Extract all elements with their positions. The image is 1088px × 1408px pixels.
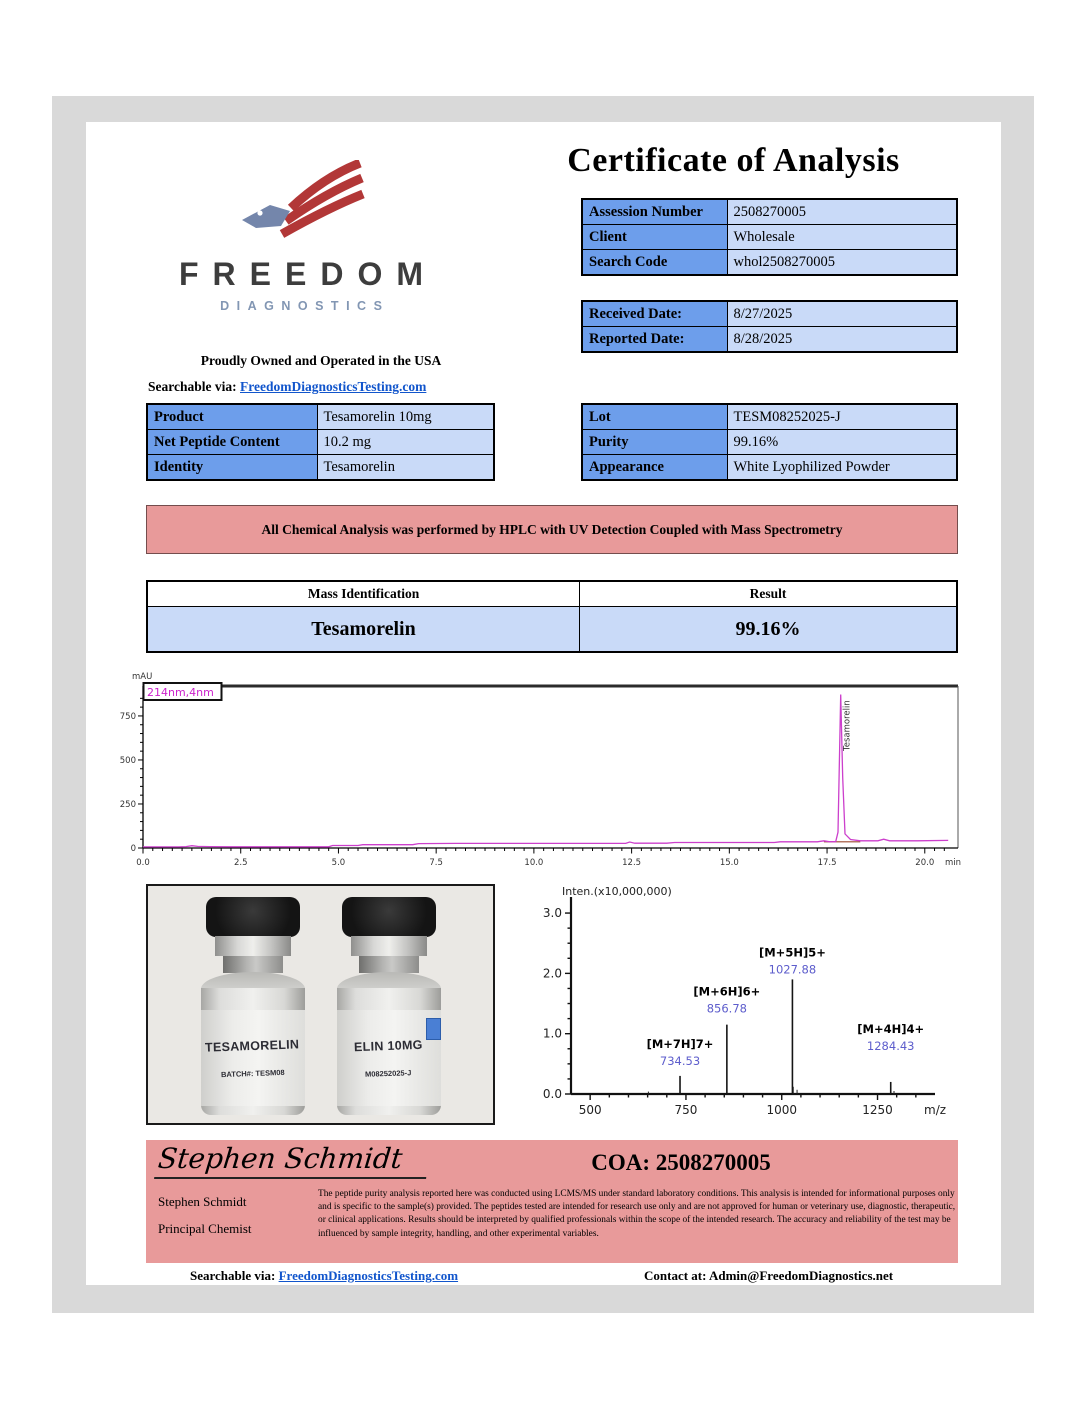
svg-text:856.78: 856.78 <box>706 1001 747 1016</box>
searchable-link-top[interactable]: FreedomDiagnosticsTesting.com <box>240 379 427 394</box>
vial-cap <box>206 897 300 937</box>
svg-text:Inten.(x10,000,000): Inten.(x10,000,000) <box>562 885 672 898</box>
chemist-signature: Stephen Schmidt <box>154 1142 430 1179</box>
logo-brand-text: FREEDOM <box>179 256 437 292</box>
accession-info-table <box>581 198 958 276</box>
product-table <box>146 403 495 481</box>
table-row <box>147 607 957 653</box>
svg-text:[M+7H]7+: [M+7H]7+ <box>646 1036 714 1051</box>
lot-table <box>581 403 958 481</box>
vial-shoulder <box>337 972 441 989</box>
vial-back <box>325 897 453 1115</box>
svg-text:500: 500 <box>578 1103 602 1117</box>
column-header: Mass Identification <box>147 581 580 607</box>
vial-label-name: ELIN 10MG <box>353 1037 424 1054</box>
svg-text:0: 0 <box>130 844 136 854</box>
svg-text:[M+6H]6+: [M+6H]6+ <box>693 984 761 999</box>
vial-cap <box>342 897 436 937</box>
cell-value: TESM08252025-J <box>727 404 957 430</box>
svg-text:5.0: 5.0 <box>331 858 346 868</box>
table-row <box>582 404 957 430</box>
table-row <box>582 199 957 225</box>
cell-value: 8/27/2025 <box>727 301 957 327</box>
footer-searchable-prefix: Searchable via: <box>190 1268 276 1283</box>
footer-contact: Contact at: Admin@FreedomDiagnostics.net <box>644 1268 894 1283</box>
cell-value: 99.16% <box>580 607 957 653</box>
cell-value: whol2508270005 <box>727 250 957 276</box>
svg-text:1027.88: 1027.88 <box>768 962 817 977</box>
svg-text:10.0: 10.0 <box>524 858 544 868</box>
cell-label: Client <box>582 225 727 250</box>
svg-text:2.5: 2.5 <box>233 858 248 868</box>
vial-crimp <box>215 936 291 956</box>
vial-blue-sticker <box>426 1018 441 1040</box>
mass-identification-table <box>146 580 958 653</box>
logo-subbrand-text: DIAGNOSTICS <box>220 299 390 313</box>
svg-text:750: 750 <box>119 711 136 722</box>
svg-text:734.53: 734.53 <box>659 1053 701 1068</box>
product-vials-photo <box>146 884 495 1125</box>
signature-section <box>146 1140 958 1263</box>
cell-label: Lot <box>582 404 727 430</box>
cell-label: Appearance <box>582 455 727 481</box>
svg-text:7.5: 7.5 <box>429 858 443 868</box>
svg-text:1250: 1250 <box>862 1103 893 1117</box>
vial-body <box>337 988 441 1115</box>
svg-text:214nm,4nm: 214nm,4nm <box>147 686 214 699</box>
table-row <box>147 430 494 455</box>
cell-value: White Lyophilized Powder <box>727 455 957 481</box>
cell-value: Tesamorelin <box>147 607 580 653</box>
table-row <box>582 455 957 481</box>
vial-label-name: TESAMORELIN <box>205 1036 300 1055</box>
cell-value: 8/28/2025 <box>727 327 957 353</box>
cell-label: Reported Date: <box>582 327 727 353</box>
usa-tagline: Proudly Owned and Operated in the USA <box>200 353 442 368</box>
cell-label: Search Code <box>582 250 727 276</box>
cell-value: 2508270005 <box>727 199 957 225</box>
svg-text:1000: 1000 <box>766 1103 798 1117</box>
searchable-line-top <box>148 379 426 395</box>
vial-label <box>201 1010 305 1106</box>
svg-text:0.0: 0.0 <box>136 858 150 868</box>
page-title: Certificate of Analysis <box>567 142 900 179</box>
svg-text:3.0: 3.0 <box>542 906 562 921</box>
svg-text:20.0: 20.0 <box>915 858 935 868</box>
chemist-role: Principal Chemist <box>158 1221 252 1236</box>
vial-neck <box>223 956 283 973</box>
svg-text:Tesamorelin: Tesamorelin <box>842 700 853 751</box>
cell-label: Identity <box>147 455 317 481</box>
cell-label: Product <box>147 404 317 430</box>
dates-table <box>581 300 958 353</box>
vial-crimp <box>351 936 427 956</box>
cell-label: Net Peptide Content <box>147 430 317 455</box>
svg-text:[M+5H]5+: [M+5H]5+ <box>758 945 826 960</box>
table-row <box>582 327 957 353</box>
svg-text:750: 750 <box>674 1103 698 1117</box>
vial-label-batch: M08252025-J <box>365 1067 412 1079</box>
searchable-prefix: Searchable via: <box>148 379 237 394</box>
svg-text:min: min <box>945 858 962 868</box>
vial-label-batch: BATCH#: TESM08 <box>220 1067 285 1079</box>
column-header: Result <box>580 581 957 607</box>
analysis-method-banner: All Chemical Analysis was performed by HPLC with UV Detection Coupled with Mass Spectrometry <box>146 505 958 554</box>
svg-text:500: 500 <box>119 755 136 766</box>
svg-text:1.0: 1.0 <box>542 1026 562 1041</box>
vial-body <box>201 988 305 1115</box>
svg-text:m/z: m/z <box>924 1103 947 1117</box>
svg-text:2.0: 2.0 <box>542 966 562 981</box>
footer-searchable-line <box>190 1268 458 1284</box>
table-row <box>582 250 957 276</box>
svg-text:17.5: 17.5 <box>817 858 837 868</box>
svg-text:15.0: 15.0 <box>719 858 739 868</box>
cell-value: 99.16% <box>727 430 957 455</box>
cell-value: 10.2 mg <box>317 430 494 455</box>
mass-spectrum-chart <box>526 885 976 1135</box>
table-header-row <box>147 581 957 607</box>
disclaimer-text: The peptide purity analysis reported here was conducted using LCMS/MS under standard laboratory conditions. This analysis is intended for informational purposes only and is specific to the sample(s) provided. The peptides tested are intended for research use only and are not approved for human or veterinary use, diagnostic, therapeutic, or clinical applications. Results should be interpreted by qualified professionals within the scope of the intended research. The accuracy and reliability of the test may be influenced by sample integrity, handling, and other experimental variables. <box>318 1189 956 1239</box>
vial-front <box>189 897 317 1115</box>
table-row <box>147 404 494 430</box>
cell-label: Purity <box>582 430 727 455</box>
svg-text:1284.43: 1284.43 <box>866 1038 915 1053</box>
vial-neck <box>359 956 419 973</box>
table-row <box>582 430 957 455</box>
chemist-name: Stephen Schmidt <box>158 1194 247 1209</box>
svg-text:0.0: 0.0 <box>542 1087 562 1101</box>
svg-text:250: 250 <box>119 799 136 810</box>
svg-text:mAU: mAU <box>132 672 153 682</box>
svg-text:[M+4H]4+: [M+4H]4+ <box>857 1021 925 1036</box>
cell-label: Assession Number <box>582 199 727 225</box>
hplc-chromatogram-chart <box>116 667 972 882</box>
cell-value: Wholesale <box>727 225 957 250</box>
cell-value: Tesamorelin <box>317 455 494 481</box>
svg-text:12.5: 12.5 <box>622 858 642 868</box>
table-row <box>582 225 957 250</box>
vial-shoulder <box>201 972 305 989</box>
table-row <box>147 455 494 481</box>
cell-label: Received Date: <box>582 301 727 327</box>
table-row <box>582 301 957 327</box>
coa-number-heading: COA: 2508270005 <box>591 1150 771 1175</box>
footer-searchable-link[interactable]: FreedomDiagnosticsTesting.com <box>278 1268 459 1283</box>
coa-page <box>86 122 1001 1285</box>
eagle-logo-icon <box>234 160 368 256</box>
cell-value: Tesamorelin 10mg <box>317 404 494 430</box>
